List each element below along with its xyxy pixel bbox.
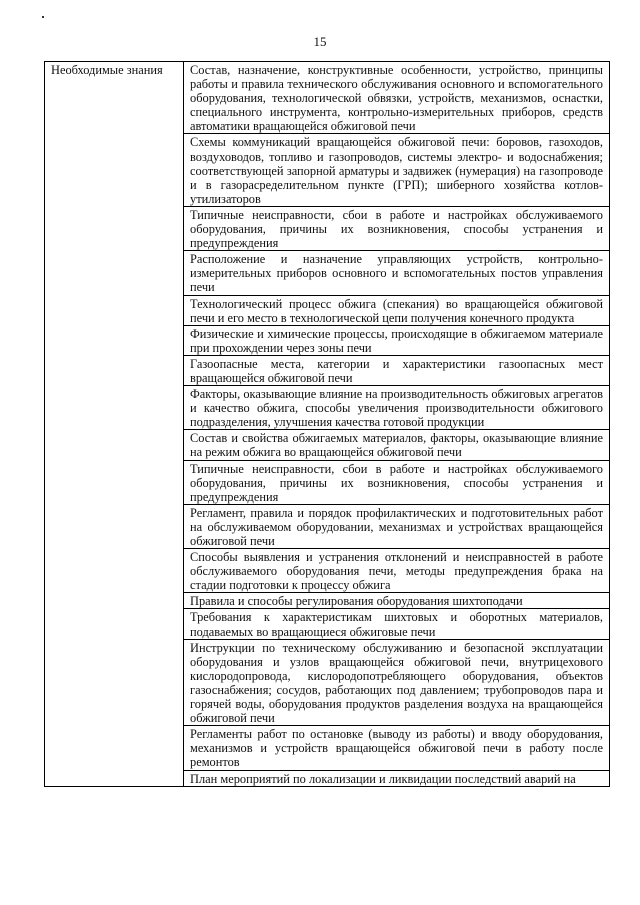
knowledge-item: Типичные неисправности, сбои в работе и настройках обслуживаемого оборудования, причины их возникновения, способы устранения и предупреждения (184, 206, 610, 250)
knowledge-item: Физические и химические процессы, происходящие в обжигаемом материале при прохождении через зоны печи (184, 325, 610, 355)
knowledge-table-body (45, 62, 610, 787)
knowledge-item: Факторы, оказывающие влияние на производительность обжиговых агрегатов и качество обжига, способы увеличения производительности обжигового подразделения, улучшения качества готовой продукции (184, 386, 610, 430)
page-number: 15 (313, 34, 327, 49)
knowledge-item: Инструкции по техническому обслуживанию и безопасной эксплуатации оборудования и узлов вращающейся обжиговой печи, внутрицехового кислородопровода, кислородопотребляющего оборудования, объектов газоснабжения; сосудов, работающих под давлением; трубопроводов пара и горячей воды, оборудования продуктов разделения воздуха на вращающейся обжиговой печи (184, 639, 610, 726)
required-knowledge-label: Необходимые знания (45, 62, 184, 787)
knowledge-item: Технологический процесс обжига (спекания) во вращающейся обжиговой печи и его место в технологической цепи получения конечного продукта (184, 295, 610, 325)
knowledge-item: План мероприятий по локализации и ликвидации последствий аварий на (184, 770, 610, 786)
knowledge-item: Типичные неисправности, сбои в работе и настройках обслуживаемого оборудования, причины их возникновения, способы устранения и предупреждения (184, 460, 610, 504)
knowledge-item: Схемы коммуникаций вращающейся обжиговой печи: боровов, газоходов, воздуховодов, топливо и газопроводов, системы электро- и водоснабжения; соответствующей запорной арматуры и задвижек (нумерация) на газопроводе и в газорасределительном пункте (ГРП); шиберного хозяйства котлов-утилизаторов (184, 134, 610, 206)
knowledge-item: Газоопасные места, категории и характеристики газоопасных мест вращающейся обжиговой печи (184, 355, 610, 385)
table-row (45, 62, 610, 134)
knowledge-item: Регламент, правила и порядок профилактических и подготовительных работ на обслуживаемом оборудовании, механизмах и устройствах вращающейся обжиговой печи (184, 504, 610, 548)
knowledge-item: Состав и свойства обжигаемых материалов, факторы, оказывающие влияние на режим обжига во вращающейся обжиговой печи (184, 430, 610, 460)
knowledge-item: Регламенты работ по остановке (выводу из работы) и вводу оборудования, механизмов и устройств вращающейся обжиговой печи в работу после ремонтов (184, 726, 610, 770)
knowledge-item: Расположение и назначение управляющих устройств, контрольно-измерительных приборов основного и вспомогательных постов управления печи (184, 251, 610, 295)
knowledge-item: Требования к характеристикам шихтовых и оборотных материалов, подаваемых во вращающиеся обжиговые печи (184, 609, 610, 639)
knowledge-item: Состав, назначение, конструктивные особенности, устройство, принципы работы и правила технического обслуживания основного и вспомогательного оборудования, технологической обвязки, устройств, механизмов, оснастки, специального инструмента, контрольно-измерительных приборов, средств автоматики вращающейся обжиговой печи (184, 62, 610, 134)
scan-mark (42, 16, 44, 18)
knowledge-item: Способы выявления и устранения отклонений и неисправностей в работе обслуживаемого оборудования печи, методы предупреждения брака на стадии подготовки к процессу обжига (184, 549, 610, 593)
knowledge-item: Правила и способы регулирования оборудования шихтоподачи (184, 593, 610, 609)
knowledge-table (44, 61, 610, 787)
